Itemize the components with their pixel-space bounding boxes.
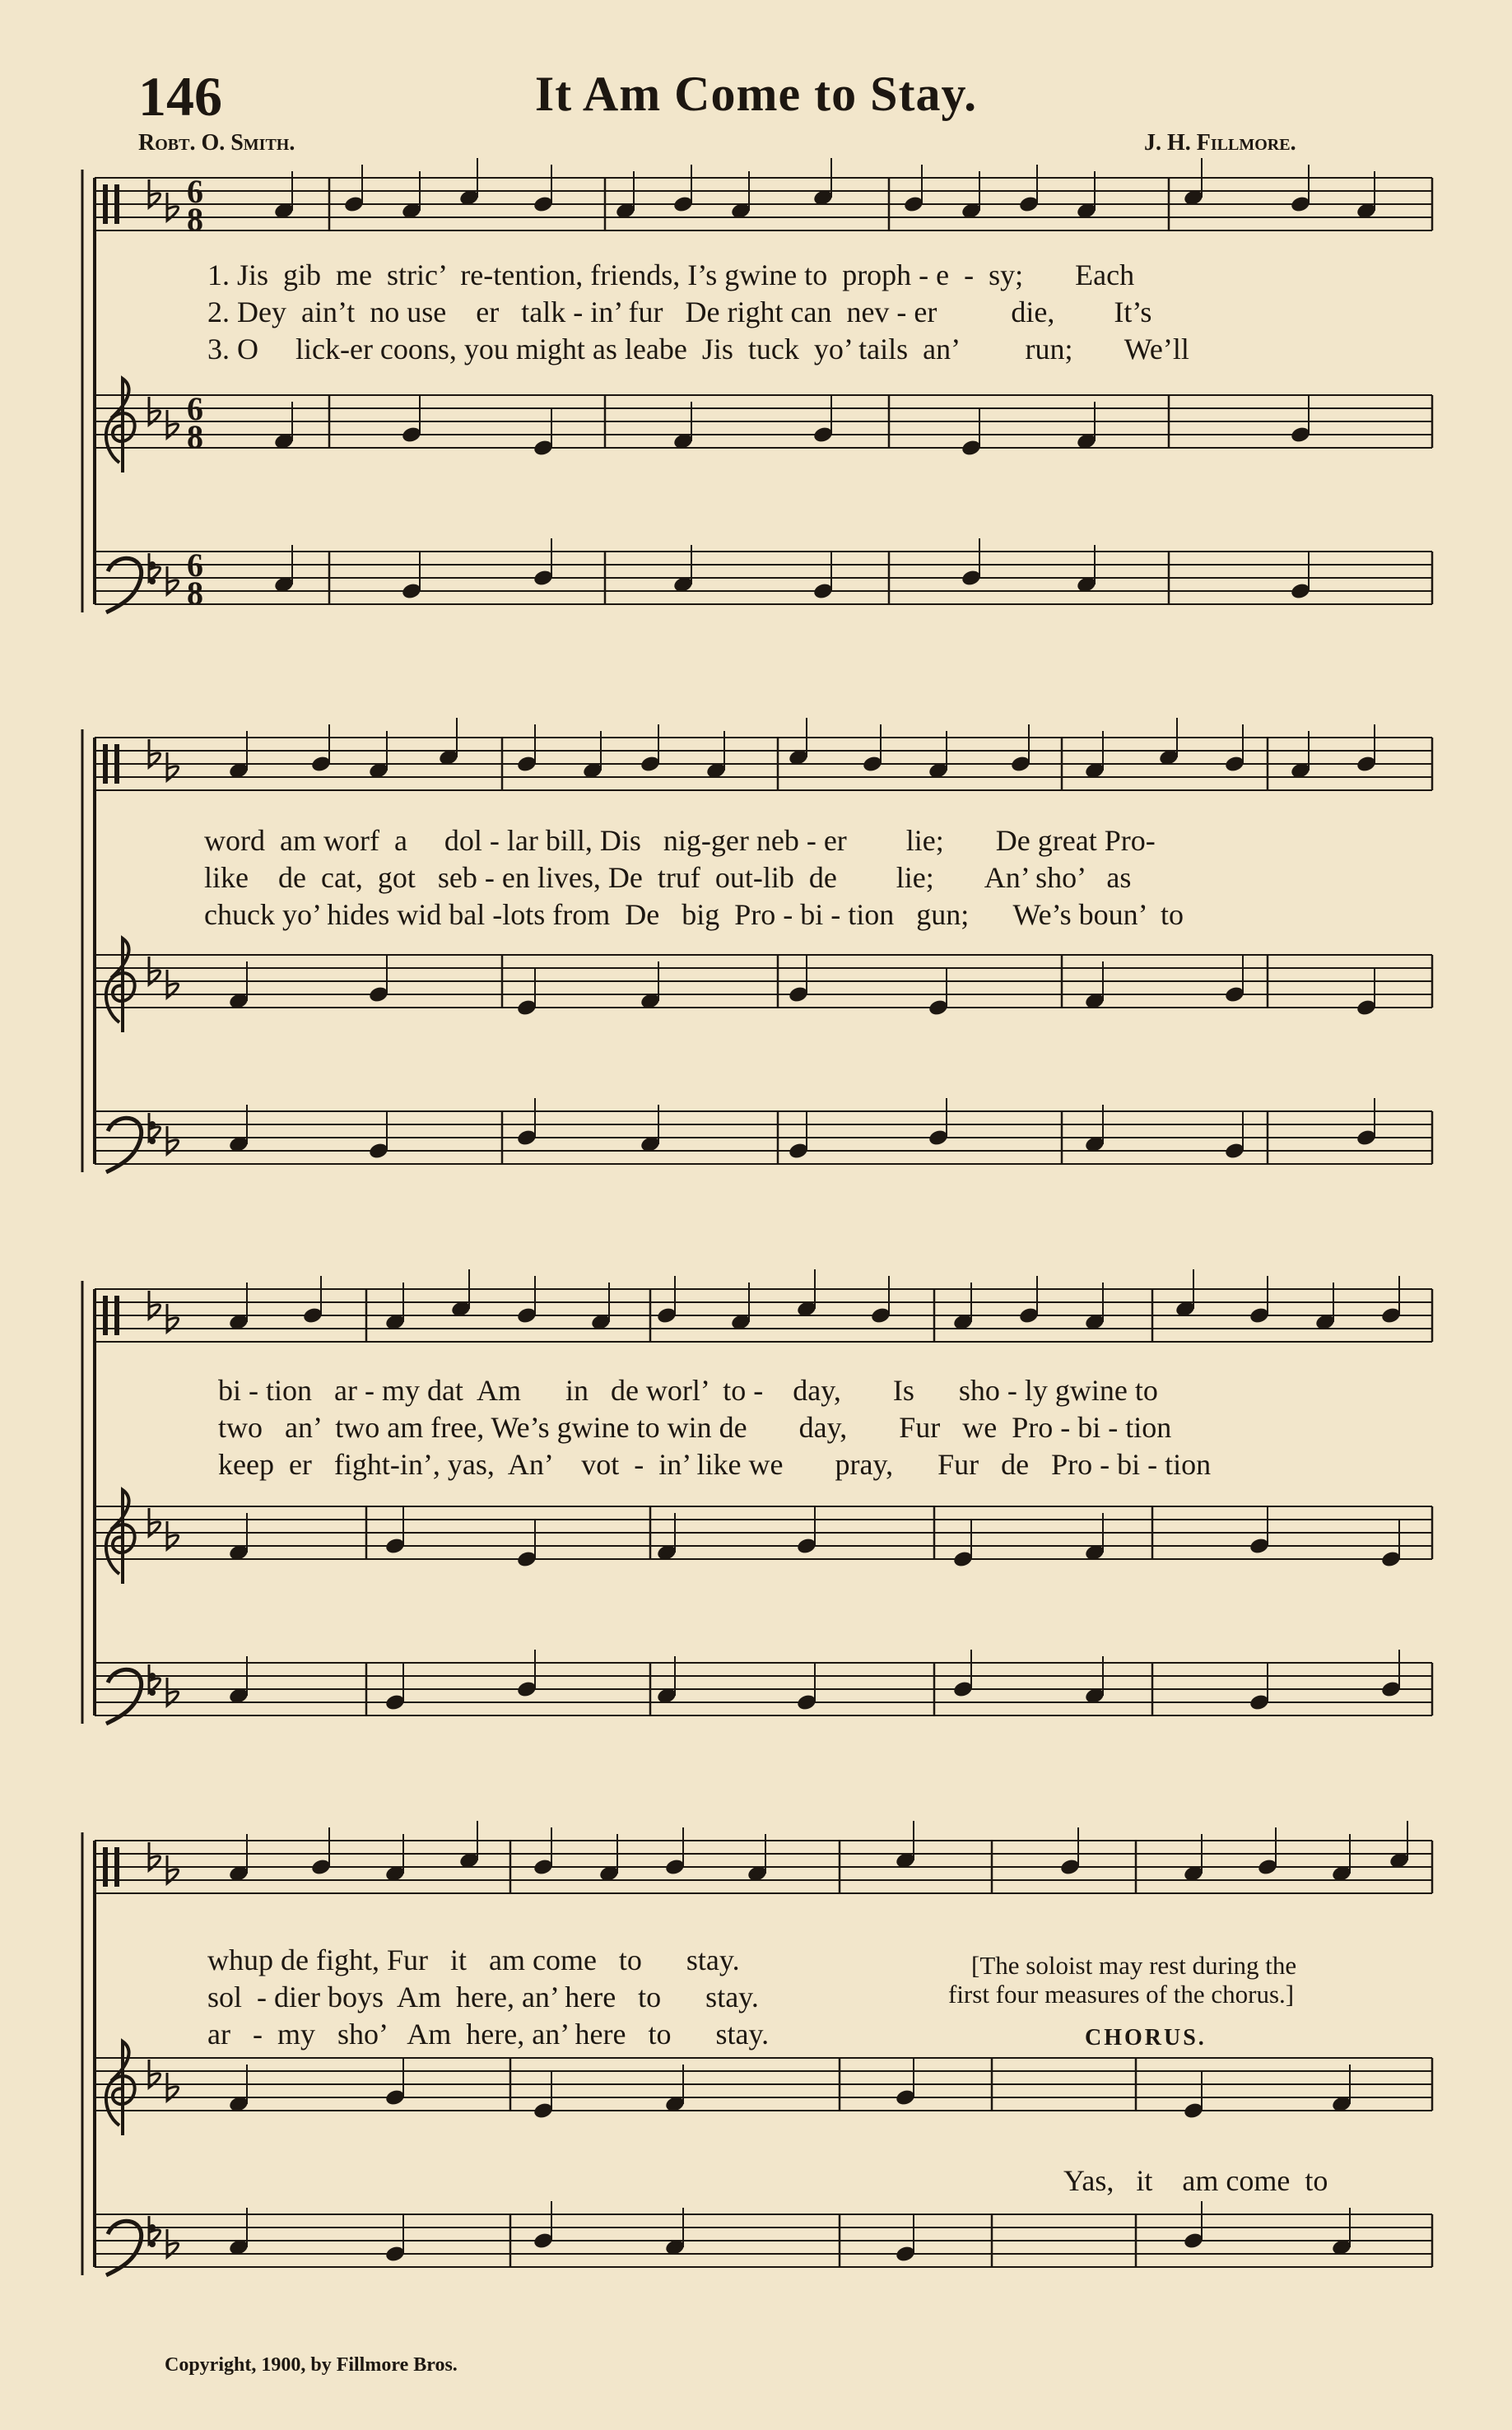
flat-icon: [167, 2073, 179, 2101]
neutral-clef-icon: [114, 1847, 119, 1887]
neutral-clef-icon: [114, 744, 119, 784]
flat-icon: [167, 1521, 179, 1549]
verse-line: word am worf a dol - lar bill, Dis nig-ger neb - er lie; De great Pro-: [204, 824, 1156, 857]
flat-icon: [167, 1304, 179, 1332]
neutral-clef-icon: [114, 184, 119, 224]
flat-icon: [167, 1855, 179, 1883]
treble-clef-icon: [106, 938, 135, 1032]
neutral-clef-icon: [103, 1847, 108, 1887]
chorus-label: CHORUS.: [1085, 2025, 1207, 2051]
composer-credit: J. H. Fillmore.: [1144, 130, 1296, 156]
verse-line: two an’ two am free, We’s gwine to win de day, Fur we Pro - bi - tion: [218, 1411, 1172, 1444]
verse-line: sol - dier boys Am here, an’ here to stay.: [207, 1981, 759, 2013]
soloist-note: first four measures of the chorus.]: [948, 1980, 1295, 2009]
flat-icon: [167, 2229, 179, 2257]
verse-line: 1. Jis gib me stric’ re-tention, friends, I’s gwine to proph - e - sy; Each: [207, 258, 1135, 291]
treble-clef-icon: [106, 1490, 135, 1584]
verse-line: 2. Dey ain’t no use er talk - in’ fur De right can nev - er die, It’s: [207, 296, 1152, 328]
chorus-lyric: Yas, it am come to: [1063, 2164, 1328, 2197]
hymn-title: It Am Come to Stay.: [534, 67, 978, 121]
flat-icon: [167, 193, 179, 221]
verse-line: bi - tion ar - my dat Am in de worl’ to - day, Is sho - ly gwine to: [218, 1374, 1158, 1407]
soloist-note: [The soloist may rest during the: [971, 1951, 1297, 1980]
copyright-notice: Copyright, 1900, by Fillmore Bros.: [165, 2354, 458, 2376]
flat-icon: [149, 179, 161, 207]
time-signature-bottom: 8: [187, 418, 203, 455]
flat-icon: [167, 410, 179, 438]
music-system-4: [0, 1819, 1512, 2387]
music-system-1: [0, 156, 1512, 724]
verse-line: keep er fight-in’, yas, An’ vot - in’ like we pray, Fur de Pro - bi - tion: [218, 1448, 1212, 1481]
hymn-number: 146: [138, 65, 222, 128]
flat-icon: [167, 752, 179, 780]
flat-icon: [149, 2060, 161, 2088]
music-system-3: [0, 1268, 1512, 1836]
flat-icon: [167, 1678, 179, 1706]
neutral-clef-icon: [114, 1296, 119, 1335]
flat-icon: [167, 1126, 179, 1154]
treble-clef-icon: [106, 2041, 135, 2135]
verse-line: ar - my sho’ Am here, an’ here to stay.: [207, 2018, 770, 2051]
flat-icon: [149, 1508, 161, 1536]
flat-icon: [149, 957, 161, 985]
time-signature-bottom: 8: [187, 201, 203, 238]
flat-icon: [167, 566, 179, 594]
flat-icon: [149, 1842, 161, 1870]
neutral-clef-icon: [103, 184, 108, 224]
verse-line: whup de fight, Fur it am come to stay.: [207, 1944, 740, 1976]
time-signature-bottom: 8: [187, 575, 203, 612]
music-system-2: [0, 716, 1512, 1284]
verse-line: like de cat, got seb - en lives, De truf out-lib de lie; An’ sho’ as: [204, 861, 1132, 894]
neutral-clef-icon: [103, 744, 108, 784]
flat-icon: [149, 1291, 161, 1319]
verse-line: 3. O lick-er coons, you might as leabe Jis tuck yo’ tails an’ run; We’ll: [207, 333, 1189, 365]
time-signature-top: 6: [187, 547, 203, 584]
lyricist-credit: Robt. O. Smith.: [138, 130, 295, 156]
flat-icon: [167, 970, 179, 998]
treble-clef-icon: [106, 379, 135, 472]
neutral-clef-icon: [103, 1296, 108, 1335]
flat-icon: [149, 739, 161, 767]
time-signature-top: 6: [187, 173, 203, 210]
time-signature-top: 6: [187, 390, 203, 427]
flat-icon: [149, 397, 161, 425]
verse-line: chuck yo’ hides wid bal -lots from De big Pro - bi - tion gun; We’s boun’ to: [204, 898, 1184, 931]
